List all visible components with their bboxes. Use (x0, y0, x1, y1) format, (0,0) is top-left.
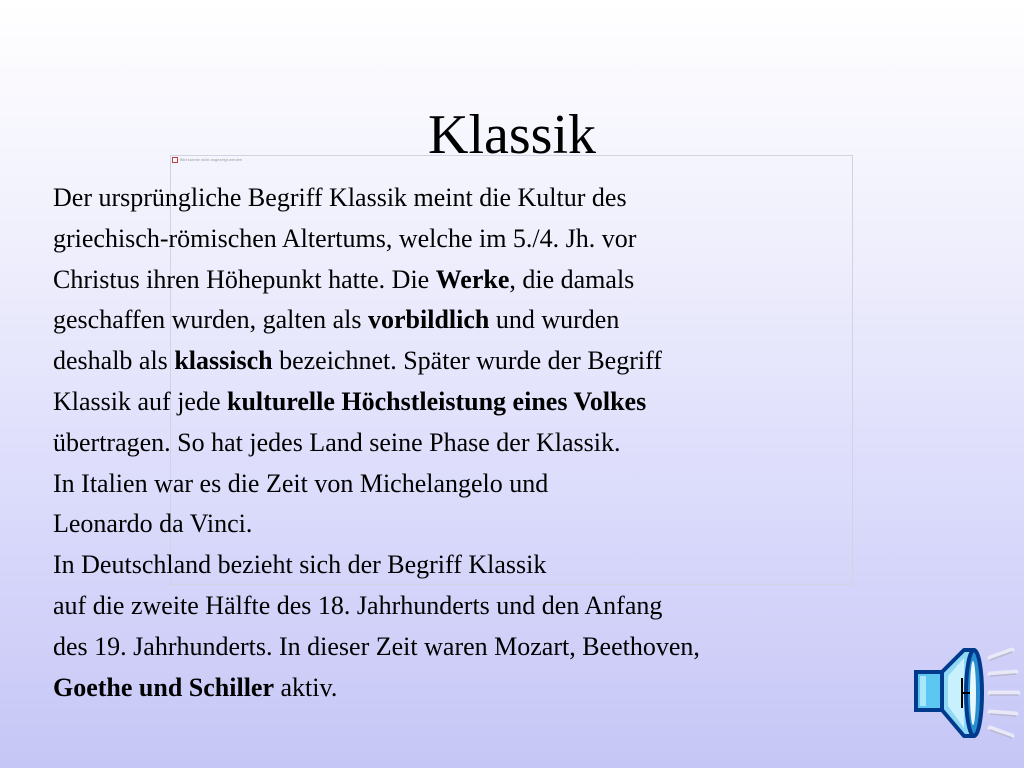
body-text-segment: deshalb als (53, 346, 175, 376)
body-line (53, 260, 953, 301)
body-line (53, 668, 953, 709)
body-line (53, 341, 953, 382)
body-emphasis: klassisch (174, 346, 273, 376)
body-emphasis: Werke (435, 264, 510, 294)
body-text-segment: aktiv. (274, 672, 338, 702)
body-line (53, 464, 953, 505)
body-text-segment: und wurden (489, 305, 620, 335)
body-text-segment: , die damals (509, 264, 635, 294)
body-text-segment: Leonardo da Vinci. (53, 509, 253, 539)
body-line (53, 545, 953, 586)
body-emphasis: vorbildlich (368, 305, 490, 335)
body-emphasis: kulturelle Höchstleistung eines Volkes (227, 386, 647, 416)
body-line (53, 178, 953, 219)
body-line (53, 423, 953, 464)
body-line (53, 627, 953, 668)
broken-image-icon (172, 157, 178, 163)
body-line (53, 300, 953, 341)
body-text-segment: griechisch-römischen Altertums, welche im 5./4. Jh. vor (53, 223, 637, 253)
embedded-image-caption: Bild konnte nicht angezeigt werden (180, 157, 243, 162)
body-text-segment: auf die zweite Hälfte des 18. Jahrhunderts und den Anfang (53, 590, 663, 620)
body-line (53, 219, 953, 260)
slide-body-text (53, 178, 953, 708)
body-line (53, 586, 953, 627)
body-text-segment: Christus ihren Höhepunkt hatte. Die (53, 264, 436, 294)
body-line (53, 504, 953, 545)
body-line (53, 382, 953, 423)
body-text-segment: In Deutschland bezieht sich der Begriff Klassik (53, 550, 547, 580)
body-emphasis: Goethe und Schiller (53, 672, 275, 702)
speaker-icon[interactable] (912, 638, 1022, 748)
body-text-segment: Der ursprüngliche Begriff Klassik meint die Kultur des (53, 183, 627, 212)
body-text-segment: übertragen. So hat jedes Land seine Phase der Klassik. (53, 427, 621, 457)
body-text-segment: Klassik auf jede (53, 386, 228, 416)
body-text-segment: geschaffen wurden, galten als (53, 305, 369, 335)
body-text-segment: des 19. Jahrhunderts. In dieser Zeit waren Mozart, Beethoven, (53, 631, 700, 661)
body-text-segment: bezeichnet. Später wurde der Begriff (272, 346, 662, 376)
slide-title: Klassik (428, 104, 596, 166)
body-text-segment: In Italien war es die Zeit von Michelangelo und (53, 468, 549, 498)
